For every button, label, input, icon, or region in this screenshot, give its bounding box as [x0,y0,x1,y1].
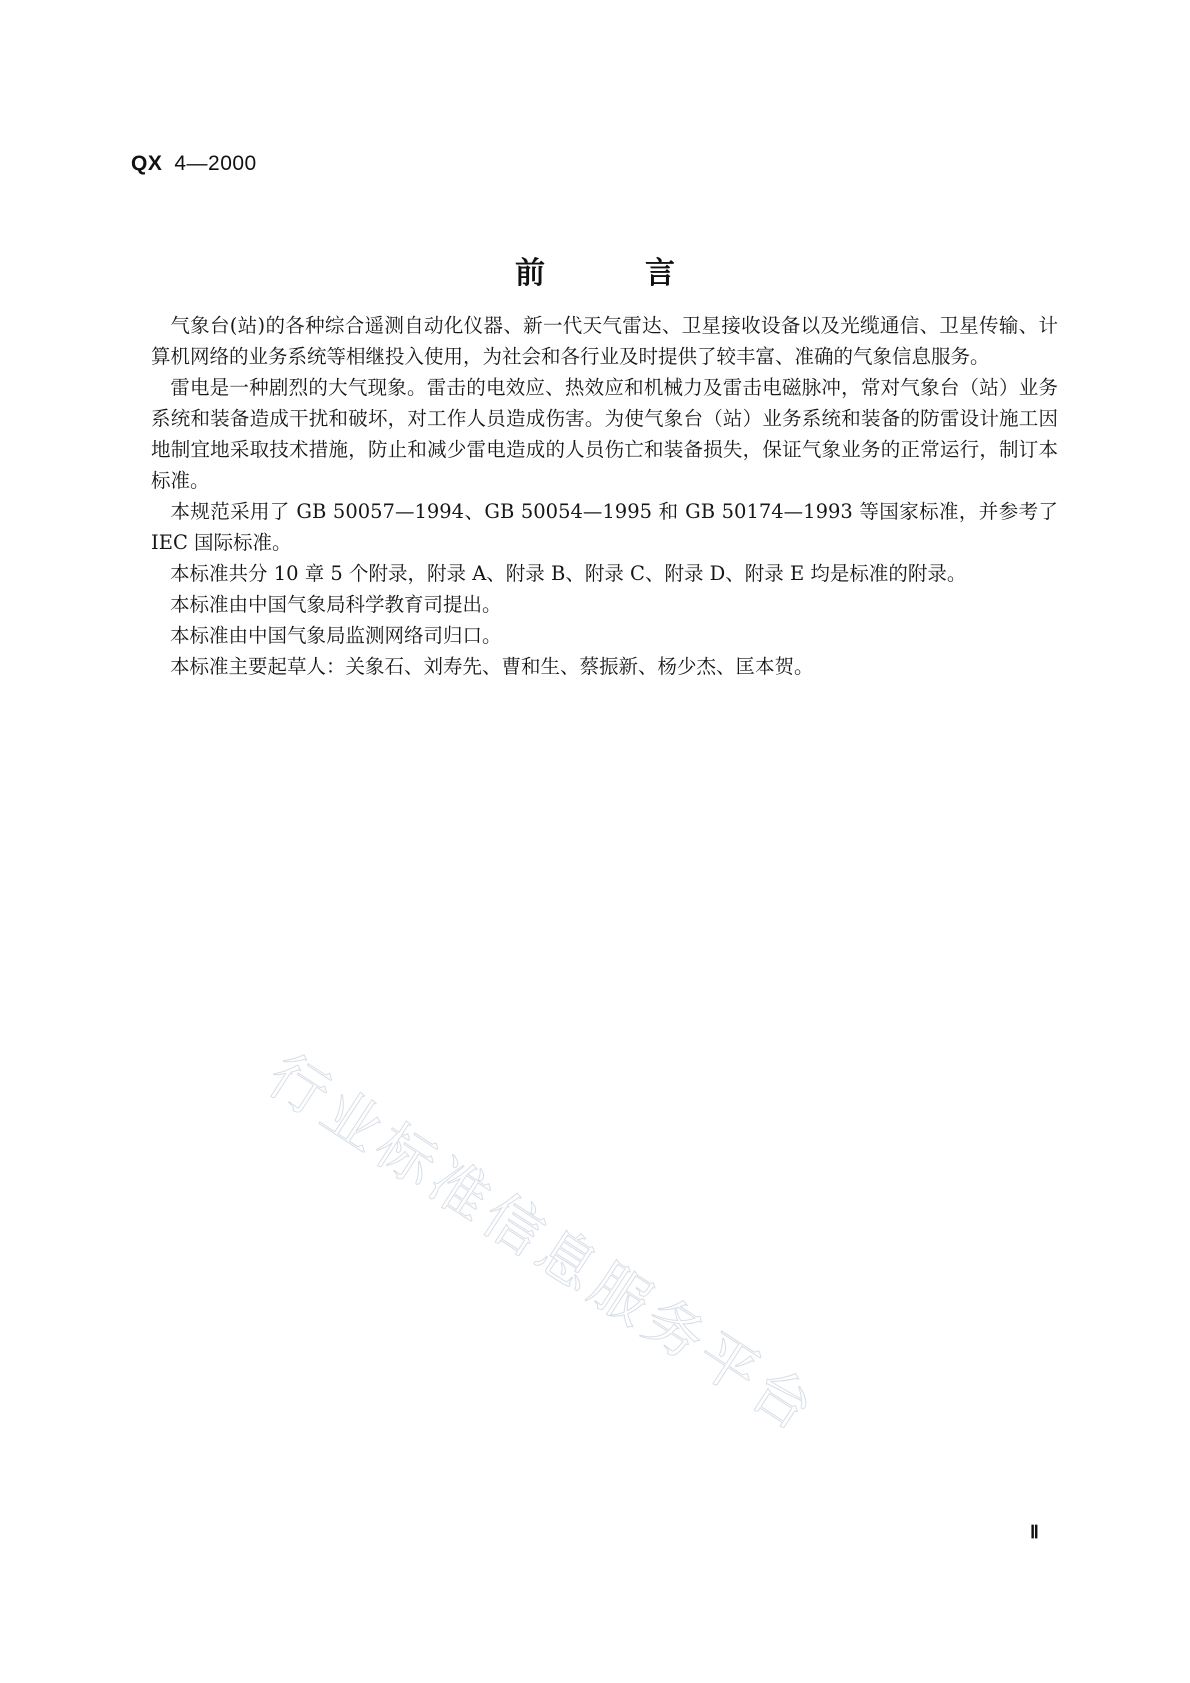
paragraph-text: 气象台(站)的各种综合遥测自动化仪器、新一代天气雷达、卫星接收设备以及光缆通信、卫星传输、计算机网络的业务系统等相继投入使用，为社会和各行业及时提供了较丰富、准确的气象信息服务。 [151,314,1058,368]
title-char-2: 言 [645,256,675,291]
paragraph-text: 本规范采用了 GB 50057—1994、GB 50054—1995 和 GB 50174—1993 等国家标准，并参考了 IEC 国际标准。 [151,500,1058,554]
watermark: 行业标准信息服务平台 [255,1040,830,1447]
standard-code [131,152,257,176]
paragraph [151,372,1058,496]
paragraph [151,651,1058,682]
paragraph-text: 雷电是一种剧烈的大气现象。雷击的电效应、热效应和机械力及雷击电磁脉冲，常对气象台（站）业务系统和装备造成干扰和破坏，对工作人员造成伤害。为使气象台（站）业务系统和装备的防雷设计施工因地制宜地采取技术措施，防止和减少雷电造成的人员伤亡和装备损失，保证气象业务的正常运行，制订本标准。 [151,376,1058,492]
paragraph-text: 本标准共分 10 章 5 个附录，附录 A、附录 B、附录 C、附录 D、附录 E 均是标准的附录。 [170,562,967,585]
paragraph-text: 本标准由中国气象局科学教育司提出。 [170,593,502,616]
paragraph-text: 本标准由中国气象局监测网络司归口。 [170,624,502,647]
paragraph-text: 本标准主要起草人：关象石、刘寿先、曹和生、蔡振新、杨少杰、匡本贺。 [170,655,814,678]
paragraph [151,620,1058,651]
standard-number: 4—2000 [174,152,257,175]
paragraph [151,310,1058,372]
paragraph [151,589,1058,620]
paragraph [151,496,1058,558]
foreword-body [151,310,1058,682]
standard-prefix: QX [131,152,163,175]
title-char-1: 前 [515,256,545,291]
paragraph [151,558,1058,589]
page-number: Ⅱ [1030,1522,1039,1542]
page-title [0,248,1190,292]
